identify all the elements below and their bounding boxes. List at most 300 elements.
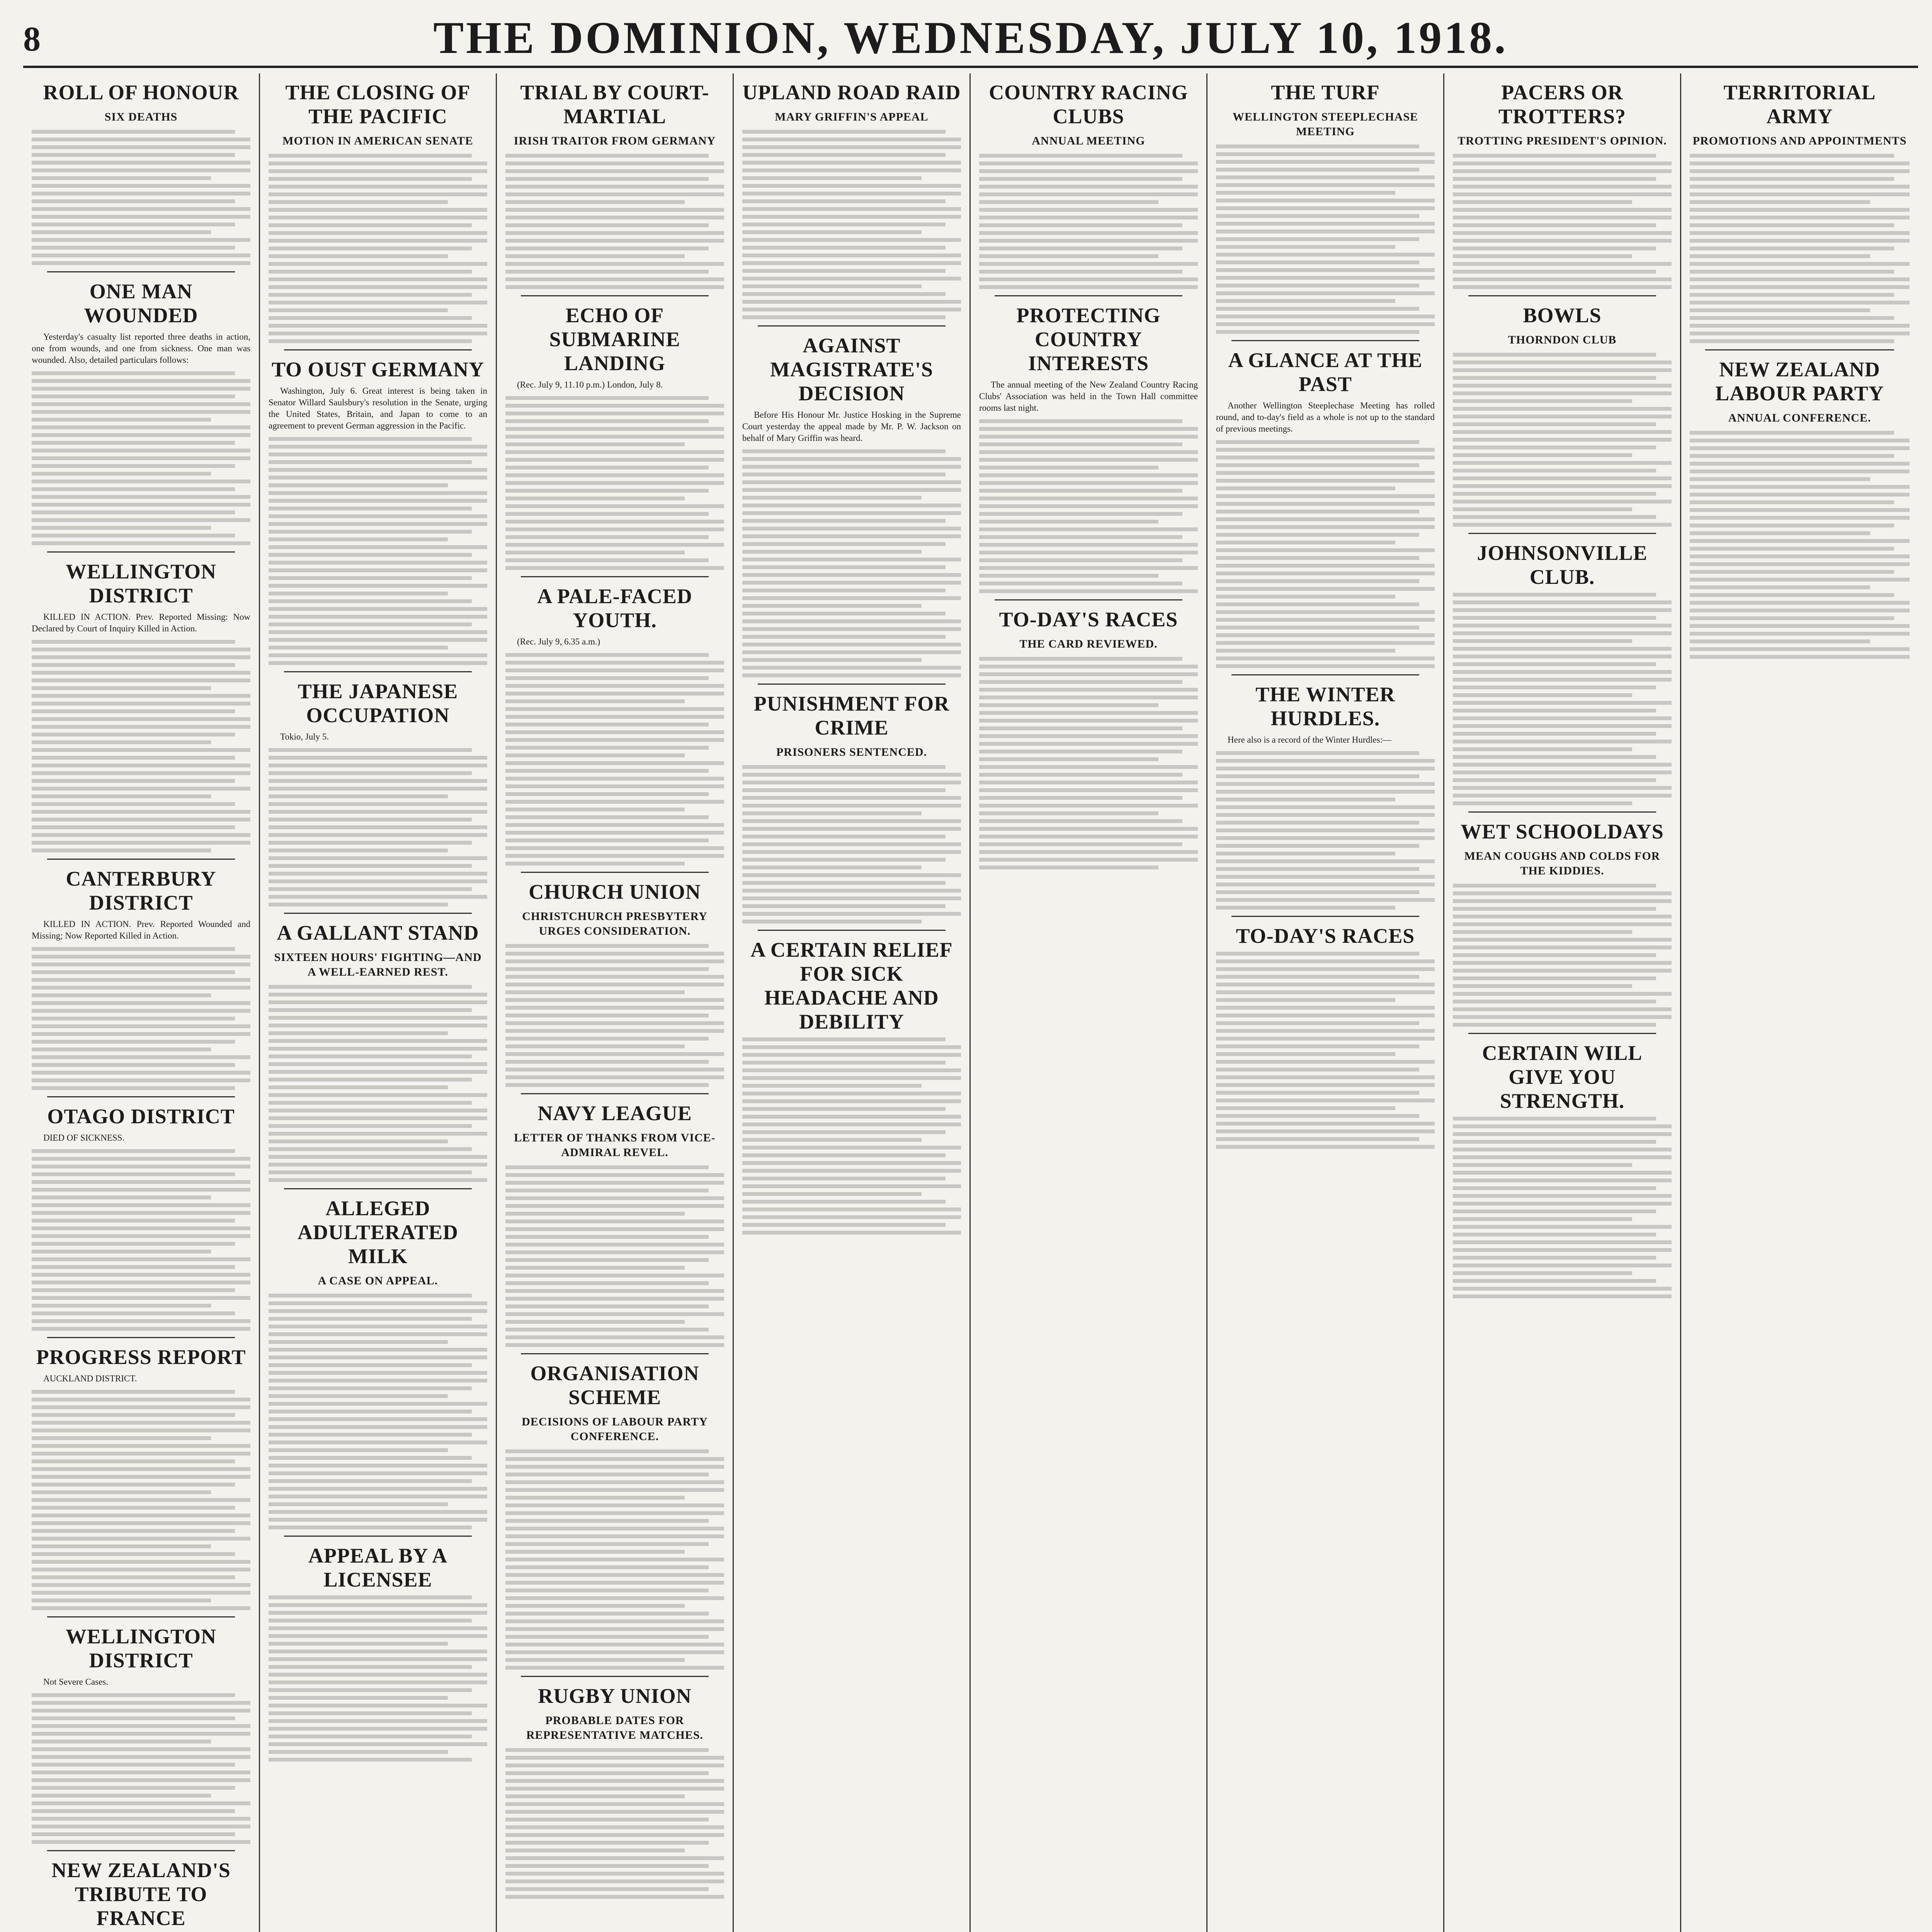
section-divider: [521, 1093, 709, 1094]
text-line: [742, 788, 946, 792]
text-line: [269, 1696, 448, 1700]
text-line: [1453, 655, 1672, 658]
text-line: [505, 1643, 724, 1646]
article-heading: NAVY LEAGUE: [537, 1102, 692, 1125]
text-line: [32, 787, 250, 791]
text-line: [742, 199, 946, 203]
text-line: [269, 833, 487, 837]
text-line: [1453, 523, 1672, 527]
text-line: [1453, 1217, 1632, 1221]
text-line: [269, 1433, 472, 1437]
text-line: [1216, 152, 1435, 156]
section-divider: [284, 913, 472, 914]
text-line: [1216, 564, 1435, 568]
text-line: [32, 145, 250, 149]
text-line: [505, 1841, 709, 1845]
text-line: [1453, 1186, 1656, 1190]
text-line: [979, 657, 1182, 661]
text-line: [1453, 169, 1672, 173]
text-line: [742, 1146, 961, 1150]
text-line: [1690, 185, 1910, 189]
text-line: [32, 1304, 211, 1308]
text-line: [269, 437, 472, 441]
text-line: [979, 866, 1158, 869]
text-line: [1216, 790, 1435, 794]
text-line: [269, 324, 487, 328]
text-line: [269, 285, 487, 289]
text-line: [32, 510, 235, 514]
text-line: [1216, 183, 1435, 187]
text-line: [32, 740, 211, 744]
text-line: [1216, 230, 1435, 233]
text-line: [742, 842, 961, 846]
text-line: [505, 1075, 724, 1079]
text-line: [505, 1534, 724, 1538]
text-line: [505, 959, 724, 963]
text-line: [1216, 751, 1419, 755]
text-line: [269, 231, 487, 235]
text-line: [1453, 208, 1672, 212]
text-line: [269, 1163, 487, 1167]
text-line: [505, 1496, 685, 1500]
text-line: [269, 301, 487, 304]
text-line: [742, 269, 946, 273]
text-line: [32, 1311, 235, 1315]
text-line: [1216, 510, 1419, 514]
section-divider: [47, 859, 235, 860]
text-line: [32, 764, 250, 767]
text-line: [32, 1544, 211, 1548]
text-line: [979, 858, 1198, 862]
text-line: [505, 1802, 724, 1806]
text-line: [742, 1161, 961, 1165]
text-line: [269, 1116, 487, 1120]
text-line: [1453, 1140, 1656, 1144]
section-divider: [758, 930, 946, 931]
article-heading: ECHO OF SUBMARINE LANDING: [549, 304, 680, 375]
article-heading: CHURCH UNION: [529, 880, 701, 903]
text-line: [32, 168, 250, 172]
text-line: [1216, 1014, 1435, 1017]
text-line: [979, 665, 1198, 668]
text-line: [1453, 1023, 1656, 1027]
text-line: [269, 879, 487, 883]
text-line: [32, 1281, 250, 1284]
text-line: [32, 223, 235, 226]
text-line: [505, 543, 724, 547]
text-line: [1453, 1248, 1672, 1252]
text-line: [32, 1319, 250, 1323]
article-heading: UPLAND ROAD RAID: [742, 81, 961, 104]
text-line: [1453, 270, 1656, 274]
text-line: [269, 530, 472, 534]
article-subheading: MARY GRIFFIN'S APPEAL: [775, 111, 929, 123]
text-line: [505, 558, 709, 562]
text-line: [742, 819, 961, 823]
text-line: [505, 1627, 724, 1631]
text-line: [742, 284, 922, 288]
article-heading: TO-DAY'S RACES: [999, 608, 1178, 631]
text-line: [1453, 216, 1672, 219]
text-line: [505, 967, 709, 971]
text-line: [742, 176, 922, 180]
text-line: [1453, 600, 1672, 604]
text-line: [32, 1606, 250, 1610]
text-line: [1216, 1068, 1419, 1071]
text-line: [979, 742, 1198, 746]
text-line: [1216, 844, 1419, 848]
text-line: [742, 635, 946, 639]
text-line: [269, 1371, 487, 1375]
text-line: [979, 773, 1182, 777]
article-heading: A PALE-FACED YOUTH.: [537, 585, 692, 632]
text-line: [505, 1335, 724, 1339]
text-line: [269, 607, 487, 611]
text-line: [269, 825, 487, 829]
section-divider: [521, 1676, 709, 1677]
text-line: [269, 1719, 487, 1723]
text-line: [269, 1309, 487, 1313]
text-line: [742, 873, 961, 877]
text-line: [742, 889, 961, 893]
text-line: [1216, 1037, 1435, 1041]
text-line: [742, 534, 961, 538]
text-line: [32, 1149, 235, 1153]
text-line: [269, 993, 487, 997]
text-line: [1216, 587, 1435, 591]
text-line: [1216, 782, 1435, 786]
text-line: [32, 1755, 250, 1759]
text-line: [1216, 890, 1419, 894]
text-line: [1453, 961, 1672, 965]
text-line: [1690, 339, 1894, 343]
text-line: [1453, 801, 1632, 805]
column-7: [1444, 73, 1681, 1932]
text-line: [269, 1750, 448, 1754]
text-line: [979, 473, 1198, 477]
text-line: [32, 709, 235, 713]
text-line: [1453, 407, 1672, 411]
text-line: [269, 802, 487, 806]
text-line: [269, 638, 487, 642]
text-line: [269, 1078, 472, 1082]
text-line: [1690, 485, 1910, 489]
text-line: [1690, 254, 1870, 258]
text-line: [742, 796, 961, 800]
text-line: [1453, 399, 1632, 403]
article-heading: TO OUST GERMANY: [271, 358, 485, 381]
text-line: [1453, 353, 1656, 357]
article-heading: WELLINGTON DISTRICT: [65, 560, 217, 607]
text-line: [1216, 214, 1419, 218]
text-line: [1453, 1194, 1672, 1198]
article-heading: COUNTRY RACING CLUBS: [989, 81, 1188, 128]
text-line: [505, 1312, 724, 1316]
text-line: [1216, 649, 1395, 653]
text-line: [269, 254, 448, 258]
text-line: [32, 1226, 250, 1230]
text-line: [979, 811, 1158, 815]
text-line: [742, 253, 961, 257]
text-line: [1216, 805, 1435, 809]
text-line: [1216, 875, 1435, 879]
text-line: [505, 1083, 709, 1087]
article-heading: TO-DAY'S RACES: [1236, 924, 1415, 947]
text-line: [1216, 774, 1419, 778]
text-line: [269, 1093, 487, 1097]
text-line: [979, 239, 1198, 243]
text-line: [1453, 899, 1672, 903]
text-line: [269, 1634, 487, 1638]
text-line: [505, 185, 724, 189]
text-line: [505, 481, 724, 485]
text-line: [505, 1588, 709, 1592]
text-line: [32, 756, 235, 760]
text-line: [742, 881, 946, 885]
text-line: [505, 435, 724, 439]
text-line: [32, 1709, 250, 1713]
text-line: [505, 699, 685, 703]
text-line: [32, 640, 235, 644]
text-line: [1216, 268, 1435, 272]
article-heading: PROGRESS REPORT: [36, 1345, 246, 1369]
text-line: [1453, 391, 1672, 395]
text-line: [1216, 486, 1395, 490]
text-line: [1453, 223, 1656, 227]
text-line: [505, 1052, 724, 1056]
text-line: [1453, 1264, 1672, 1267]
text-line: [742, 261, 961, 265]
text-line: [742, 207, 961, 211]
text-line: [742, 650, 961, 654]
text-line: [1216, 1006, 1435, 1010]
text-line: [505, 1328, 709, 1332]
text-line: [505, 715, 724, 719]
text-line: [1453, 670, 1672, 674]
text-line: [505, 1666, 724, 1670]
text-line: [1453, 593, 1656, 597]
text-line: [1690, 493, 1910, 497]
text-line: [505, 823, 724, 827]
article-subheading: WELLINGTON STEEPLECHASE MEETING: [1232, 111, 1418, 138]
text-line: [742, 666, 961, 670]
text-line: [742, 168, 961, 172]
text-line: [1216, 641, 1435, 645]
text-line: [1216, 556, 1419, 560]
text-line: [1453, 177, 1656, 181]
text-line: [1453, 1155, 1672, 1159]
text-line: [1453, 185, 1672, 189]
text-line: [32, 1211, 250, 1215]
text-line: [1216, 307, 1419, 311]
text-line: [1453, 608, 1672, 612]
text-line: [505, 1604, 685, 1608]
text-line: [1453, 794, 1672, 798]
text-line: [1216, 767, 1435, 770]
text-line: [269, 1170, 472, 1174]
section-divider: [521, 295, 709, 296]
text-line: [269, 1611, 487, 1615]
text-line: [269, 545, 487, 549]
text-line: [742, 1084, 922, 1088]
text-line: [979, 796, 1182, 800]
article-text: The annual meeting of the New Zealand Country Racing Clubs' Association was held in the Town Hall committee rooms last night.: [979, 380, 1198, 413]
article-heading: ORGANISATION SCHEME: [530, 1362, 699, 1409]
text-line: [505, 1457, 724, 1461]
text-line: [505, 1281, 709, 1285]
text-line: [1216, 828, 1435, 832]
section-divider: [1231, 340, 1419, 341]
text-line: [505, 1849, 685, 1852]
text-line: [269, 561, 487, 565]
text-line: [32, 694, 250, 698]
text-line: [269, 162, 487, 165]
text-line: [979, 703, 1158, 707]
text-line: [505, 1196, 724, 1200]
text-line: [979, 719, 1198, 723]
text-line: [1690, 585, 1870, 589]
section-divider: [1468, 295, 1656, 296]
text-line: [505, 1219, 724, 1223]
text-line: [505, 1872, 724, 1876]
text-line: [1216, 867, 1419, 871]
text-line: [505, 1488, 724, 1492]
article-subheading: THE CARD REVIEWED.: [1019, 638, 1158, 650]
text-line: [505, 1833, 724, 1837]
text-line: [1690, 539, 1910, 543]
text-line: [505, 1596, 724, 1600]
text-line: [1453, 1015, 1672, 1019]
article-heading: PROTECTING COUNTRY INTERESTS: [1016, 304, 1161, 375]
text-line: [269, 1024, 487, 1027]
text-line: [269, 216, 487, 219]
text-line: [32, 184, 250, 188]
text-line: [269, 491, 487, 495]
article-heading: OTAGO DISTRICT: [47, 1105, 235, 1128]
text-line: [32, 1763, 235, 1767]
text-line: [32, 541, 250, 545]
article-text: AUCKLAND DISTRICT.: [43, 1374, 137, 1383]
text-line: [505, 676, 709, 680]
section-divider: [521, 1353, 709, 1354]
text-line: [1453, 953, 1656, 957]
text-line: [32, 841, 250, 845]
text-line: [1216, 160, 1435, 164]
text-line: [742, 519, 946, 523]
text-line: [1453, 891, 1672, 895]
text-line: [742, 215, 961, 219]
text-line: [505, 952, 724, 956]
text-line: [1453, 755, 1656, 759]
text-line: [32, 1436, 211, 1440]
text-line: [32, 825, 235, 829]
article-subheading: IRISH TRAITOR FROM GERMANY: [514, 134, 716, 147]
text-line: [1453, 1117, 1656, 1121]
text-line: [32, 986, 250, 990]
text-line: [742, 1130, 946, 1134]
text-line: [979, 688, 1198, 692]
text-line: [505, 653, 709, 657]
text-line: [505, 504, 724, 508]
text-line: [1453, 976, 1656, 980]
text-line: [742, 238, 961, 242]
text-line: [505, 466, 709, 469]
text-line: [269, 537, 448, 541]
text-line: [505, 1818, 709, 1821]
text-line: [742, 658, 922, 662]
text-line: [505, 1550, 685, 1554]
text-line: [505, 208, 724, 212]
text-line: [1216, 602, 1419, 606]
text-line: [32, 1825, 250, 1828]
text-line: [979, 223, 1182, 227]
article-subheading: MOTION IN AMERICAN SENATE: [282, 134, 473, 147]
text-line: [505, 761, 724, 765]
text-line: [269, 787, 487, 791]
text-line: [1453, 1007, 1672, 1011]
article-subheading: ANNUAL MEETING: [1032, 134, 1145, 147]
text-line: [269, 339, 472, 343]
text-line: [742, 1061, 946, 1065]
text-line: [742, 184, 961, 188]
text-line: [32, 779, 235, 783]
text-line: [1453, 1124, 1672, 1128]
text-line: [742, 465, 961, 469]
text-line: [32, 1575, 235, 1579]
text-line: [32, 1483, 235, 1486]
text-line: [32, 371, 235, 375]
text-line: [1216, 463, 1419, 467]
text-line: [1216, 260, 1419, 264]
text-line: [32, 1840, 250, 1844]
article-text: Before His Honour Mr. Justice Hosking in the Supreme Court yesterday the appeal made by Mr. P. W. Jackson on behalf of Mary Griffin was heard.: [742, 410, 961, 443]
text-line: [1690, 177, 1894, 181]
text-line: [1453, 415, 1672, 418]
text-line: [505, 753, 685, 757]
text-line: [1690, 169, 1910, 173]
text-line: [1453, 1000, 1656, 1003]
text-line: [979, 270, 1182, 274]
text-line: [505, 707, 724, 711]
text-line: [505, 784, 724, 788]
text-line: [979, 543, 1198, 547]
text-line: [32, 487, 235, 491]
text-line: [1690, 554, 1910, 558]
text-line: [269, 630, 487, 634]
text-line: [979, 680, 1182, 684]
text-line: [505, 442, 685, 446]
text-line: [269, 1758, 472, 1762]
text-line: [32, 1390, 235, 1394]
text-line: [32, 1078, 250, 1082]
text-line: [1453, 1271, 1632, 1275]
text-line: [979, 442, 1182, 446]
text-line: [979, 827, 1198, 831]
article-subheading: PROMOTIONS AND APPOINTMENTS: [1692, 134, 1907, 147]
text-line: [269, 895, 487, 899]
newspaper-columns: [23, 73, 1918, 1932]
text-line: [1216, 859, 1435, 863]
text-line: [32, 1747, 250, 1751]
text-line: [269, 1317, 472, 1321]
text-line: [32, 1265, 235, 1269]
text-line: [505, 262, 724, 266]
text-line: [979, 750, 1182, 753]
text-line: [269, 499, 487, 503]
text-line: [1690, 162, 1910, 165]
text-line: [32, 1498, 250, 1502]
text-line: [505, 239, 724, 243]
